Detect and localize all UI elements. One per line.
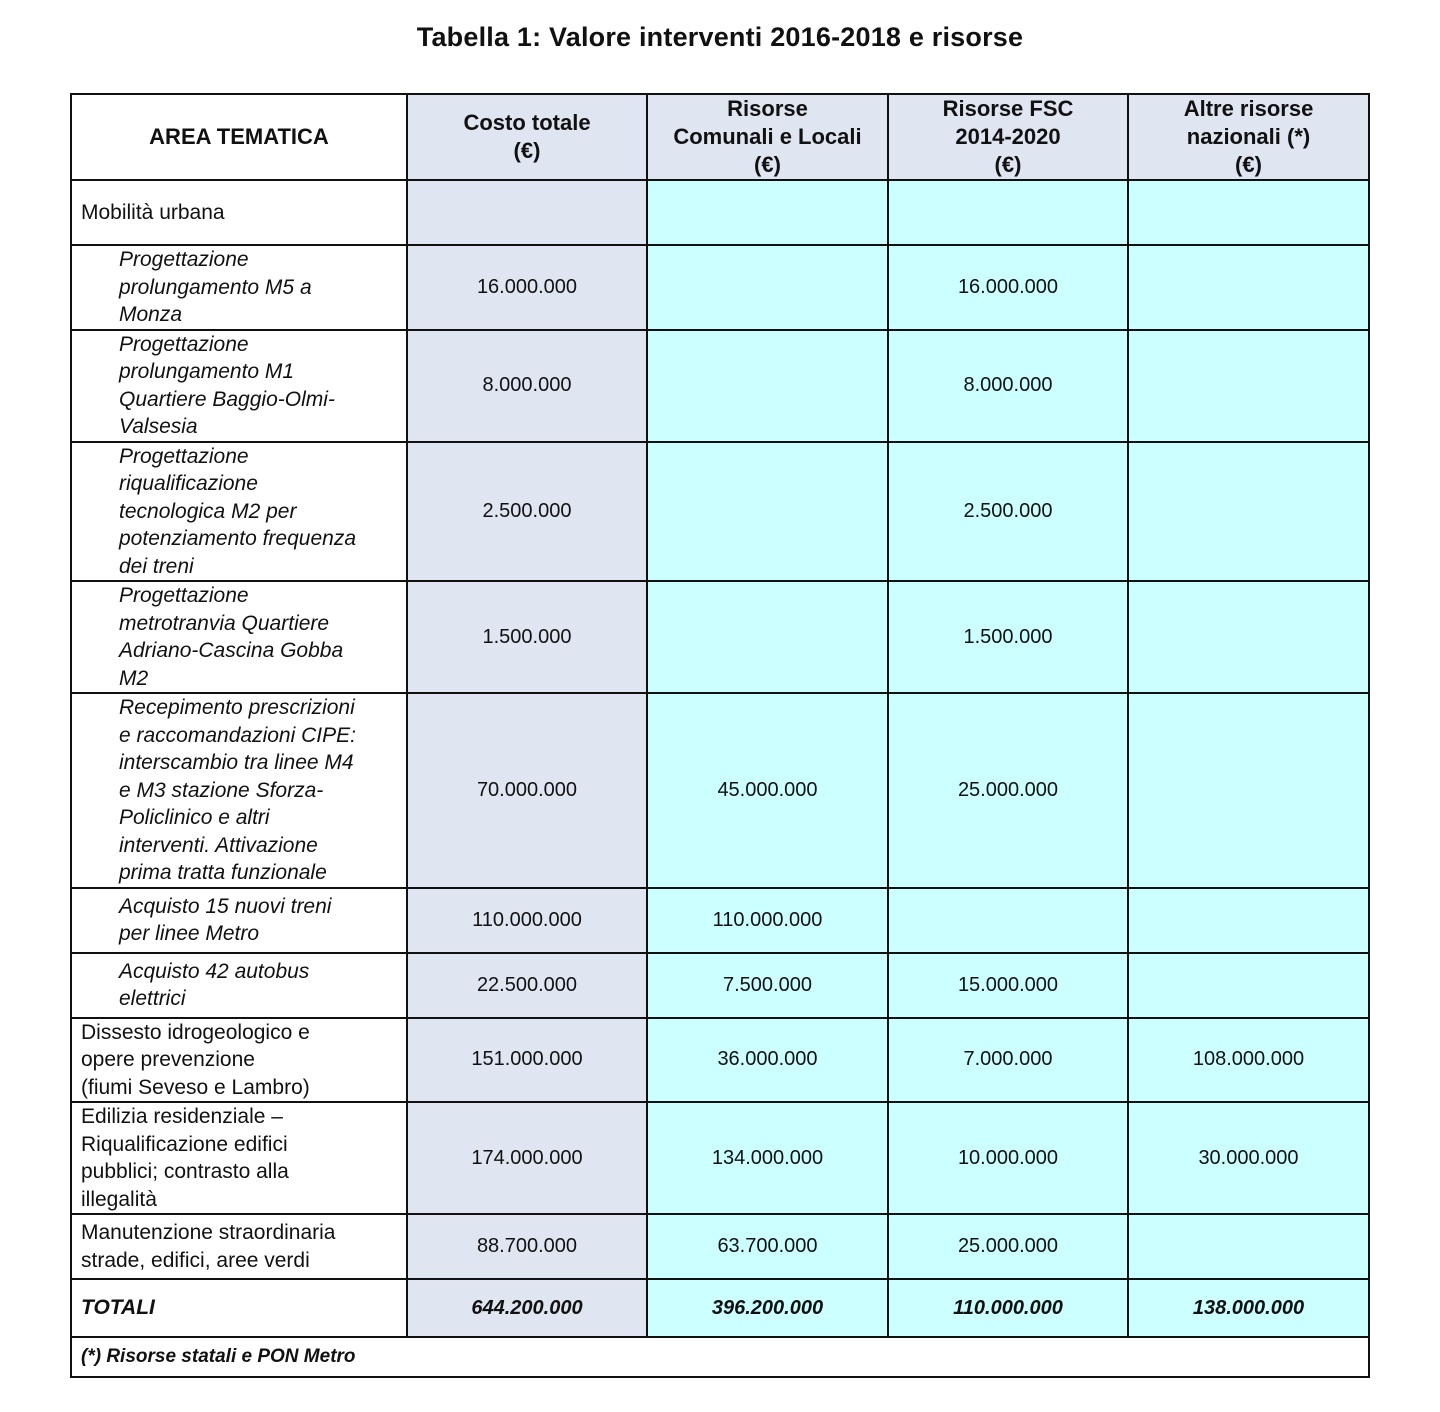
local-cell: 134.000.000: [647, 1102, 888, 1214]
cost-cell: 8.000.000: [407, 330, 647, 442]
area-line: Policlinico e altri: [119, 806, 270, 829]
area-line: Edilizia residenziale –: [81, 1105, 283, 1128]
area-cell: [71, 1102, 407, 1214]
header-cost-line: (€): [513, 138, 541, 163]
other-cell: [1128, 245, 1369, 330]
fsc-cell: 7.000.000: [888, 1018, 1128, 1103]
header-cost: [407, 94, 647, 180]
header-fsc-line: (€): [994, 152, 1022, 177]
totals-cost: 644.200.000: [407, 1279, 647, 1337]
area-line: e raccomandazioni CIPE:: [119, 723, 356, 747]
local-cell: 36.000.000: [647, 1018, 888, 1103]
area-line: Acquisto 42 autobus: [119, 959, 310, 983]
header-row: [71, 94, 1369, 180]
fsc-cell: 25.000.000: [888, 693, 1128, 888]
other-cell: [1128, 581, 1369, 693]
area-line: metrotranvia Quartiere: [119, 611, 330, 635]
other-cell: [1128, 953, 1369, 1018]
area-line: Quartiere Baggio-Olmi-: [119, 387, 335, 411]
area-line: Manutenzione straordinaria: [81, 1221, 336, 1244]
cost-cell: 70.000.000: [407, 693, 647, 888]
header-local-line: (€): [754, 152, 781, 177]
area-line: prima tratta funzionale: [119, 861, 327, 884]
header-other-line: nazionali (*): [1186, 124, 1311, 149]
area-line: Recepimento prescrizioni: [119, 696, 355, 719]
area-line: Monza: [119, 303, 183, 326]
area-cell: [71, 1214, 407, 1279]
header-other-line: (€): [1235, 152, 1262, 177]
other-cell: [1128, 693, 1369, 888]
area-line: Progettazione: [119, 248, 249, 271]
area-line: Valsesia: [119, 415, 198, 438]
table-row: [71, 245, 1369, 330]
totals-label: TOTALI: [71, 1279, 407, 1337]
area-line: riqualificazione: [119, 472, 258, 495]
table-row: [71, 180, 1369, 245]
other-cell: 108.000.000: [1128, 1018, 1369, 1103]
table-row: [71, 581, 1369, 693]
area-line: e M3 stazione Sforza-: [119, 778, 324, 802]
header-area: AREA TEMATICA: [71, 94, 407, 180]
cost-cell: 174.000.000: [407, 1102, 647, 1214]
header-local-line: Comunali e Locali: [673, 124, 862, 149]
cost-cell: [407, 180, 647, 245]
table-row: [71, 693, 1369, 888]
cost-cell: 22.500.000: [407, 953, 647, 1018]
local-cell: [647, 330, 888, 442]
header-other: [1128, 94, 1369, 180]
table-row: [71, 442, 1369, 582]
area-line: Progettazione: [119, 332, 249, 356]
area-line: illegalità: [81, 1187, 157, 1211]
header-fsc: [888, 94, 1128, 180]
area-line: potenziamento frequenza: [119, 527, 356, 550]
area-cell: [71, 330, 407, 442]
local-cell: [647, 442, 888, 582]
totals-row: [71, 1279, 1369, 1337]
area-cell: [71, 581, 407, 693]
cost-cell: 88.700.000: [407, 1214, 647, 1279]
area-line: strade, edifici, aree verdi: [81, 1248, 310, 1272]
cost-cell: 110.000.000: [407, 888, 647, 953]
local-cell: 110.000.000: [647, 888, 888, 953]
other-cell: [1128, 442, 1369, 582]
area-line: prolungamento M1: [119, 360, 295, 383]
cost-cell: 16.000.000: [407, 245, 647, 330]
area-line: prolungamento M5 a: [119, 275, 312, 299]
local-cell: [647, 245, 888, 330]
other-cell: [1128, 180, 1369, 245]
local-cell: 7.500.000: [647, 953, 888, 1018]
header-local: [647, 94, 888, 180]
table-row: [71, 1102, 1369, 1214]
fsc-cell: [888, 180, 1128, 245]
header-cost-line: Costo totale: [463, 110, 591, 135]
fsc-cell: 25.000.000: [888, 1214, 1128, 1279]
area-cell: [71, 953, 407, 1018]
area-cell: [71, 245, 407, 330]
header-other-line: Altre risorse: [1183, 96, 1314, 121]
fsc-cell: 16.000.000: [888, 245, 1128, 330]
table-row: [71, 953, 1369, 1018]
other-cell: [1128, 330, 1369, 442]
table-row: [71, 330, 1369, 442]
area-line: (fiumi Seveso e Lambro): [81, 1075, 310, 1099]
local-cell: [647, 180, 888, 245]
fsc-cell: 2.500.000: [888, 442, 1128, 582]
area-line: Adriano-Cascina Gobba: [119, 639, 344, 662]
local-cell: 63.700.000: [647, 1214, 888, 1279]
area-line: Riqualificazione edifici: [81, 1132, 288, 1156]
table-body: [71, 180, 1369, 1279]
table-title: Tabella 1: Valore interventi 2016-2018 e risorse: [416, 22, 1024, 52]
area-cell: [71, 180, 407, 245]
area-cell: [71, 1018, 407, 1103]
area-line: M2: [119, 666, 149, 690]
header-fsc-line: Risorse FSC: [942, 96, 1074, 121]
area-line: interscambio tra linee M4: [119, 751, 354, 774]
area-cell: [71, 693, 407, 888]
area-line: Progettazione: [119, 444, 249, 468]
fsc-cell: 15.000.000: [888, 953, 1128, 1018]
table-row: [71, 1214, 1369, 1279]
area-line: per linee Metro: [119, 922, 260, 945]
cost-cell: 1.500.000: [407, 581, 647, 693]
area-cell: [71, 888, 407, 953]
resources-table: [70, 93, 1370, 1378]
area-line: opere prevenzione: [81, 1048, 255, 1071]
table-row: [71, 1018, 1369, 1103]
area-line: Acquisto 15 nuovi treni: [119, 894, 332, 918]
area-line: Mobilità urbana: [81, 200, 225, 224]
local-cell: 45.000.000: [647, 693, 888, 888]
cost-cell: 151.000.000: [407, 1018, 647, 1103]
totals-fsc: 110.000.000: [888, 1279, 1128, 1337]
local-cell: [647, 581, 888, 693]
area-line: tecnologica M2 per: [119, 499, 297, 523]
header-local-line: Risorse: [727, 96, 808, 121]
fsc-cell: 8.000.000: [888, 330, 1128, 442]
totals-other: 138.000.000: [1128, 1279, 1369, 1337]
totals-local: 396.200.000: [647, 1279, 888, 1337]
area-cell: [71, 442, 407, 582]
cost-cell: 2.500.000: [407, 442, 647, 582]
fsc-cell: 1.500.000: [888, 581, 1128, 693]
other-cell: [1128, 888, 1369, 953]
other-cell: [1128, 1214, 1369, 1279]
table-row: [71, 888, 1369, 953]
area-line: elettrici: [119, 987, 186, 1010]
fsc-cell: [888, 888, 1128, 953]
area-line: Dissesto idrogeologico e: [81, 1020, 310, 1044]
fsc-cell: 10.000.000: [888, 1102, 1128, 1214]
header-fsc-line: 2014-2020: [955, 124, 1061, 149]
footnote: (*) Risorse statali e PON Metro: [71, 1337, 1369, 1377]
area-line: interventi. Attivazione: [119, 833, 318, 857]
area-line: pubblici; contrasto alla: [81, 1160, 289, 1183]
area-line: dei treni: [119, 554, 194, 578]
other-cell: 30.000.000: [1128, 1102, 1369, 1214]
note-row: [71, 1337, 1369, 1377]
area-line: Progettazione: [119, 584, 249, 607]
